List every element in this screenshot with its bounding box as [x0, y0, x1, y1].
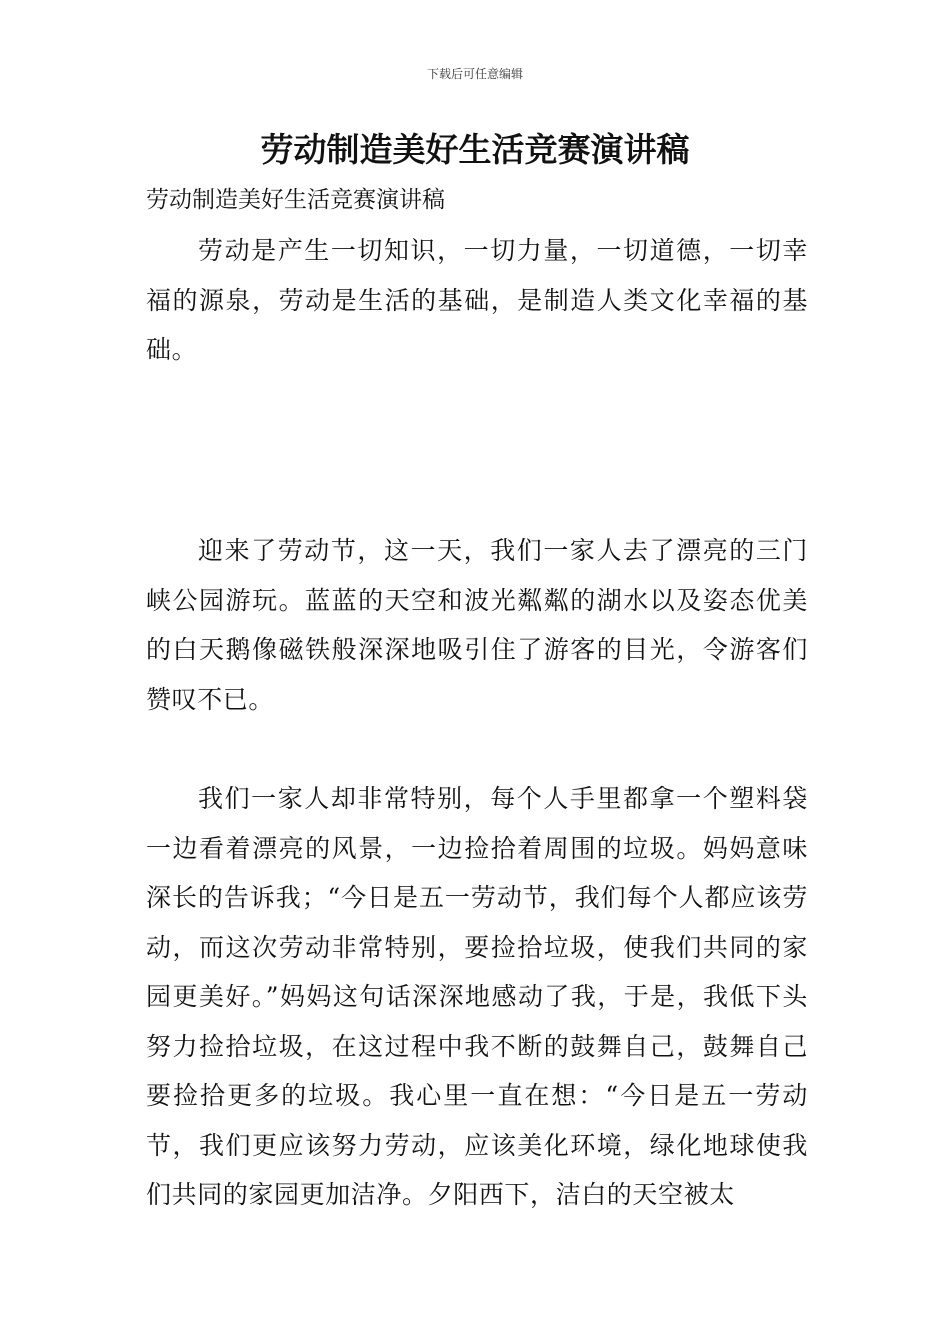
paragraph-2: 迎来了劳动节，这一天，我们一家人去了漂亮的三门峡公园游玩。蓝蓝的天空和波光粼粼的湖水以及姿态优美的白天鹅像磁铁般深深地吸引住了游客的目光，令游客们赞叹不已。 — [146, 536, 808, 714]
header-note: 下载后可任意编辑 — [426, 67, 523, 81]
document-title: 劳动制造美好生活竞赛演讲稿 — [260, 130, 690, 169]
document-subtitle: 劳动制造美好生活竞赛演讲稿 — [146, 187, 445, 213]
paragraph-1: 劳动是产生一切知识，一切力量，一切道德，一切幸福的源泉，劳动是生活的基础，是制造人类文化幸福的基础。 — [146, 236, 808, 364]
paragraph-3: 我们一家人却非常特别，每个人手里都拿一个塑料袋一边看着漂亮的风景，一边捡拾着周围的垃圾。妈妈意味深长的告诉我；“今日是五一劳动节，我们每个人都应该劳动，而这次劳动非常特别，要捡拾垃圾，使我们共同的家园更美好。”妈妈这句话深深地感动了我，于是，我低下头努力捡拾垃圾，在这过程中我不断的鼓舞自己，鼓舞自己要捡拾更多的垃圾。我心里一直在想：“今日是五一劳动节，我们更应该努力劳动，应该美化环境，绿化地球使我们共同的家园更加洁净。夕阳西下，洁白的天空被太 — [146, 784, 808, 1209]
